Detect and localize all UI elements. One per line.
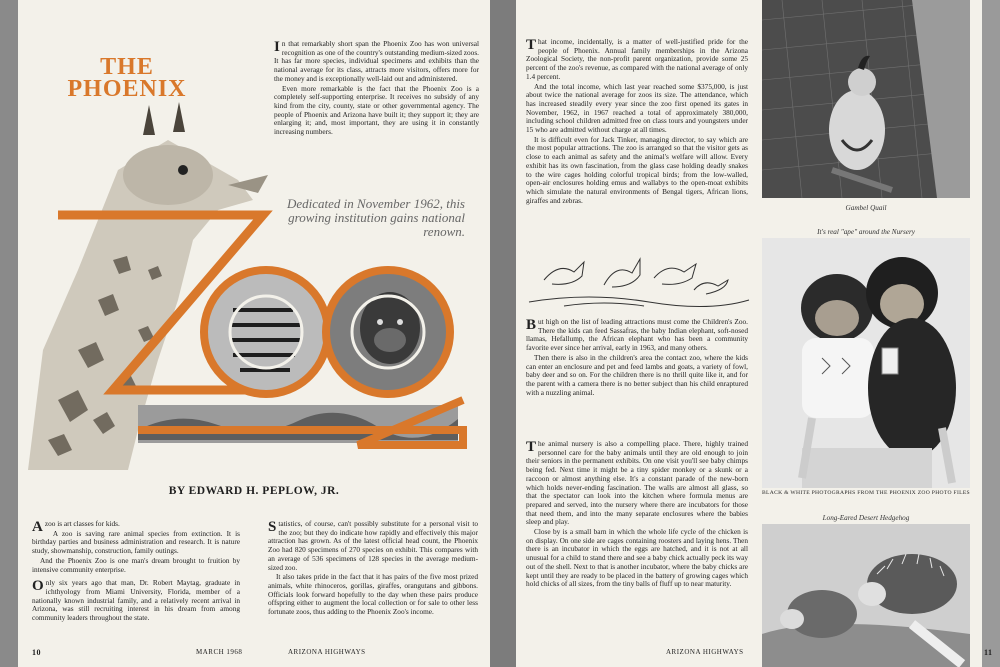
right-column-bottom: The animal nursery is also a compelling place. There, highly trained personnel care for the baby animals until they are old enough to join their seniors in the permanent exhibits. On one visit you'll see baby chimps being fed. Next time it might be a tiny spider monkey or a skunk or a raccoon or almost anything else. It's a constant parade of the new-born which holds never-ending fascination. The walls are almost all glass, so that the spectator can look into the kitchen where formula menus are prepared and served, into the nursery where there are incubators for those that need them, and into the many separate enclosures where the babies sleep and play. Close by is a small barn in which the whole life cycle of the chicken is on display. On one side are cages containing roosters and laying hens. Then there is an incubator in which the eggs are hatched, and it is not at all unusual for a child to stand there and see a baby chick actually peck its way out of the shell. Next to that is another incubator, where the baby chicks are kept until they are ready to be placed in the battery of growing cages which hold chicks of all sizes, from the tiny balls of fluff up to near maturity. [526, 439, 748, 589]
photo-credit: BLACK & WHITE PHOTOGRAPHS FROM THE PHOENIX ZOO PHOTO FILES [762, 490, 970, 496]
drop-cap: I [274, 39, 280, 55]
page-gutter [490, 0, 516, 667]
page-number: 10 [32, 648, 41, 657]
left-page [18, 0, 490, 667]
right-column-mid: But high on the list of leading attractions must come the Children's Zoo. There the kids can feed Sassafras, the baby Indian elephant, soft-nosed llamas, Hefallump, the African elephant who has been a community favorite ever since her arrival, early in 1963, and many others. Then there is also in the children's area the contact zoo, where the kids can enter an enclosure and pet and feed lambs and goats, a variety of fowl, baby deer and so on. For the children there is no thrill quite like it, and for the parent with a camera there is no better subject than his child enraptured with a nuzzling animal. [526, 317, 748, 397]
right-column-top: That income, incidentally, is a matter of well-justified pride for the people of Phoenix. Annual family memberships in the Arizona Zoological Society, the non-profit parent organization, provide some 25 percent of the zoo's revenue, as compared with the national average of only 1.4 percent. And the total income, which last year reached some $375,000, is just about twice the national average for zoos its size. The attendance, which has increased steadily every year since the zoo first opened its gates in November, 1962, in 1967 reached a total of approximately 380,000, including school children admitted free on class tours and youngsters under 15 who are admitted without charge at all times. It is difficult even for Jack Tinker, managing director, to say which are the most popular attractions. The zoo is arranged so that the visitor gets as close to each animal as safety and the animal's welfare will allow. Every exhibit has its own fascination, from the glass case holding deadly snakes to the wire cages holding colorful tropical birds; from the low-walled, open-air enclosures holding emus and wallabys to the open-moat exhibits which simulate the natural environments of Bengal tigers, African lions, giraffes and zebras. [526, 37, 748, 205]
left-column-1: Azoo is art classes for kids. A zoo is saving rare animal species from extinction. It is birthday parties and business administration and research. It is nature study, showmanship, construction, family outings. And the Phoenix Zoo is one man's dream brought to fruition by intensive community enterprise. Only six years ago that man, Dr. Robert Maytag, graduate in ichthyology from Miami University, Florida, member of a nationally known industrial family, and a relatively recent arrival in Arizona, was still recruiting interest in his dream from among community leaders throughout the state. [32, 519, 240, 623]
ducks-sketch [524, 240, 750, 312]
article-title: THE PHOENIX [67, 54, 187, 102]
magazine-name: ARIZONA HIGHWAYS [288, 648, 366, 656]
right-page [516, 0, 982, 667]
page-number: 11 [984, 648, 993, 657]
zoo-artwork [18, 100, 490, 470]
page-edge [982, 0, 1000, 667]
dedication-text: Dedicated in November 1962, this growing institution gains national renown. [287, 196, 465, 239]
drop-cap: B [526, 317, 537, 333]
intro-column: In that remarkably short span the Phoenix Zoo has won universal recognition as one of the country's outstanding medium-sized zoos. It has far more species, individual specimens and exhibits than the national average for its class, attracts more visitors, offers more for the money and is exceptionally well-laid out and administered. Even more remarkable is the fact that the Phoenix Zoo is a completely self-supporting enterprise. It receives no subsidy of any kind from the city, county, state or other governmental agency. The people of Phoenix and Arizona have built it; they support it; they are enlarging it; and, most important, they are using it in constantly increasing numbers. [274, 39, 479, 137]
hedgehog-caption: Long-Eared Desert Hedgehog [822, 514, 910, 522]
zebra-photo-circle [204, 270, 328, 394]
drop-cap: T [526, 439, 537, 455]
drop-cap: O [32, 578, 44, 595]
byline: BY EDWARD H. PEPLOW, JR. [168, 485, 340, 497]
drop-cap: S [268, 519, 277, 535]
drop-cap: T [526, 37, 537, 53]
drop-cap: A [32, 519, 43, 535]
quail-caption: Gambel Quail [845, 204, 887, 212]
chimp-photo [762, 238, 970, 488]
hedgehog-photo [762, 524, 970, 667]
issue-date: MARCH 1968 [196, 648, 243, 656]
left-column-2: Statistics, of course, can't possibly substitute for a personal visit to the zoo; but they do indicate how rapidly and effectively this major attraction has grown. As of the latest official head count, the Phoenix Zoo had 820 specimens of 270 species on exhibit. This compares with an average of 536 specimens of 128 species in the average medium-sized zoo. It also takes pride in the fact that it has pairs of the five most prized animals, white rhinoceros, gorillas, giraffes, orangutans and gibbons. Officials look forward hopefully to the day when these pairs produce offspring either to augment the local collection or for sale to other less fortunate zoos, thus adding to the Phoenix Zoo's income. [268, 519, 478, 617]
ape-caption: It's real "ape" around the Nursery [817, 228, 915, 236]
quail-photo [762, 0, 970, 198]
magazine-name: ARIZONA HIGHWAYS [666, 648, 744, 656]
